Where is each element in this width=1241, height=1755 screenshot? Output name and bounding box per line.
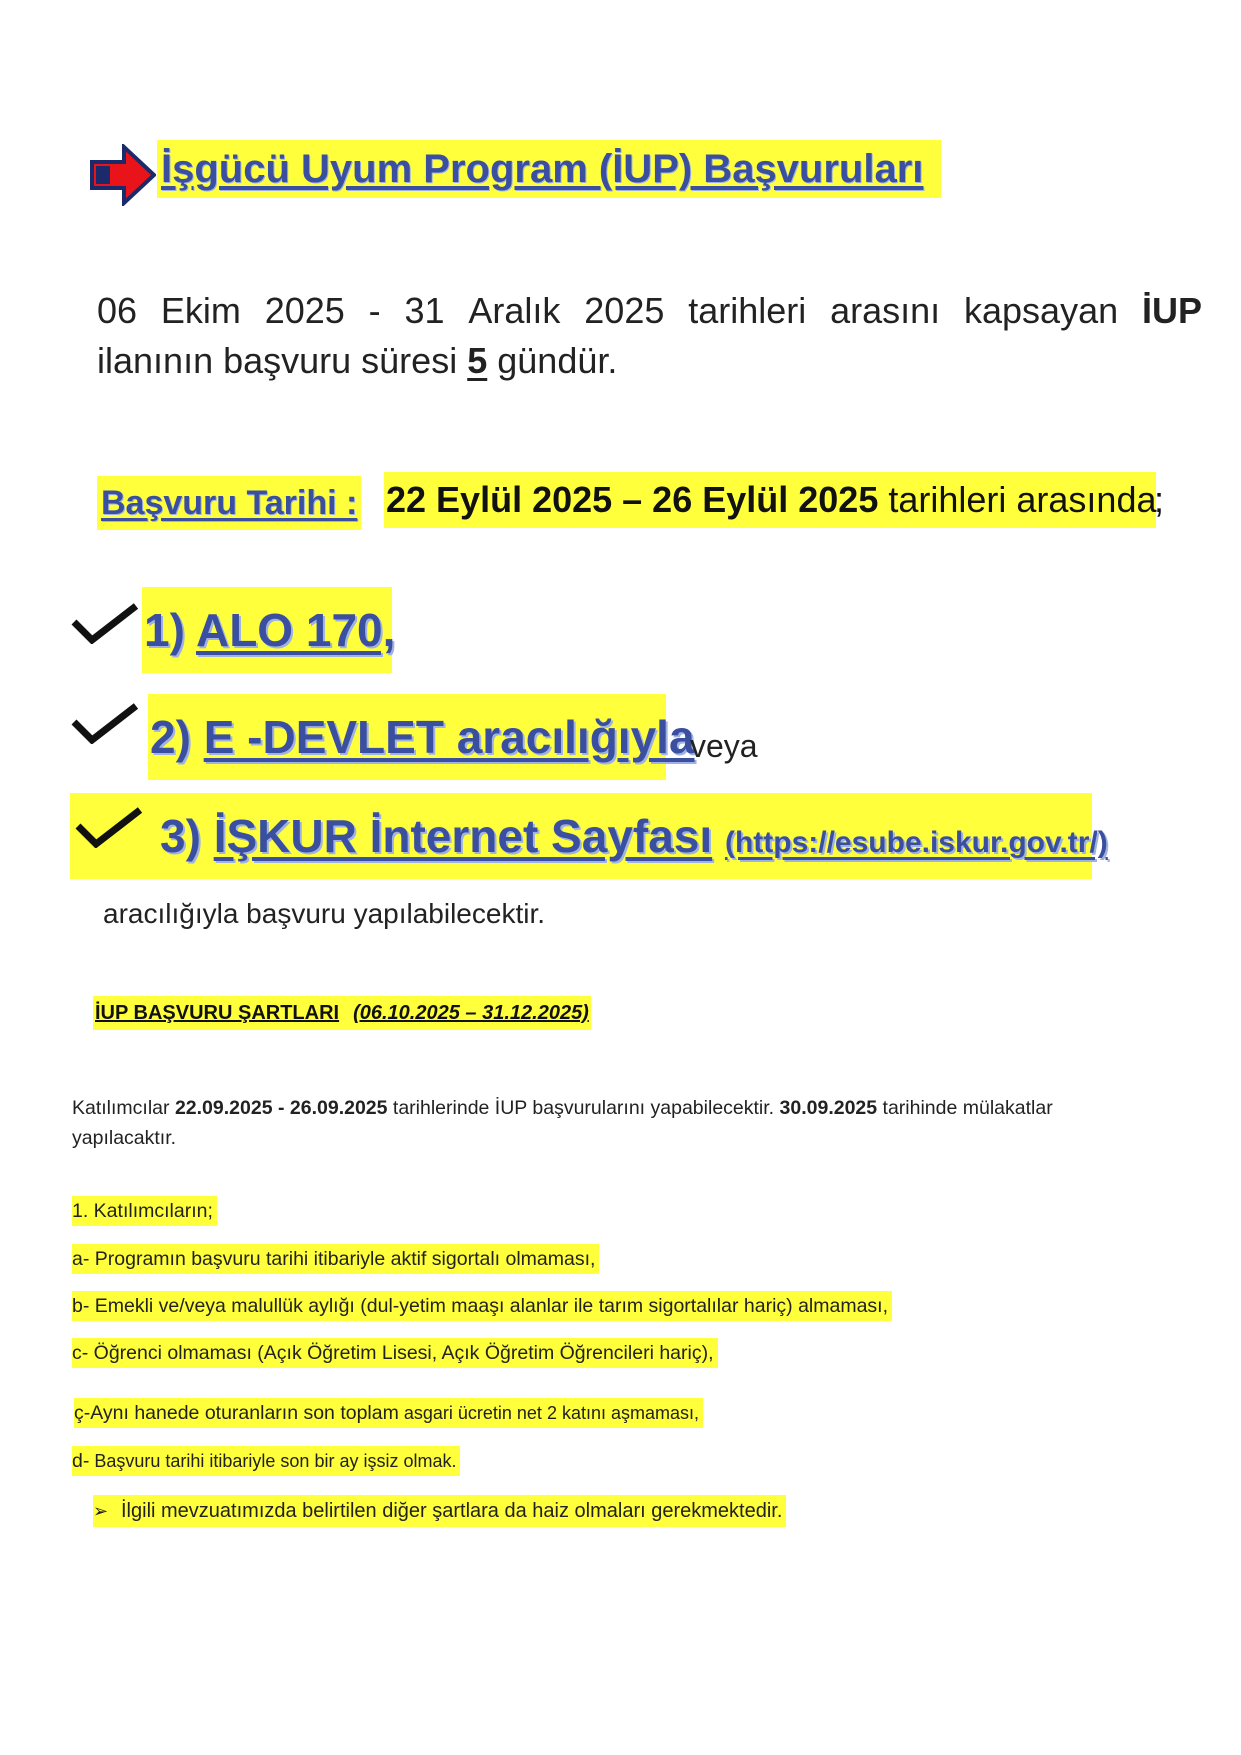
note-dash: -	[272, 1097, 290, 1119]
requirements-heading	[93, 996, 591, 1030]
requirement-text: İlgili mevzuatımızda belirtilen diğer şartlara da haiz olmaları gerekmektedir.	[121, 1500, 783, 1522]
iskur-url-link[interactable]: (https://esube.iskur.gov.tr/)	[724, 826, 1108, 859]
note-text: tarihlerinde İUP başvurularını yapabilecektir.	[387, 1097, 780, 1119]
intro-line-1	[97, 286, 1202, 336]
note-interview-date: 30.09.2025	[779, 1097, 878, 1119]
requirement-c-cedilla	[74, 1398, 703, 1428]
checkmark-icon	[70, 700, 140, 744]
intro-word: tarihleri	[688, 290, 807, 331]
requirements-heading-label: İUP BAŞVURU ŞARTLARI	[95, 1002, 340, 1024]
intro-word: 31	[404, 290, 445, 331]
channel-e-devlet	[148, 694, 695, 780]
application-date-range: 22 Eylül 2025 – 26 Eylül 2025	[386, 479, 879, 520]
intro-word: 06	[97, 290, 138, 331]
channel-number: 3)	[160, 810, 201, 862]
right-arrow-icon	[90, 144, 156, 206]
note-date-start: 22.09.2025	[174, 1097, 273, 1119]
requirement-text: ç-Aynı hanede oturanların son toplam	[74, 1402, 399, 1424]
channel-label: ALO 170,	[195, 604, 396, 656]
intro-word: 2025	[584, 290, 665, 331]
intro-word: kapsayan	[964, 290, 1119, 331]
channel-label: İŞKUR İnternet Sayfası	[213, 810, 713, 862]
requirement-final	[93, 1495, 786, 1527]
application-date-label: Başvuru Tarihi :	[97, 476, 361, 530]
requirement-b: b- Emekli ve/veya malullük aylığı (dul-yetim maaşı alanlar ile tarım sigortalılar hariç) almaması,	[72, 1291, 892, 1321]
intro-text: ilanının başvuru süresi	[97, 340, 458, 381]
intro-program-code: İUP	[1141, 290, 1202, 331]
channel-connector: veya	[690, 728, 758, 764]
application-date-suffix: tarihleri arasında	[878, 479, 1157, 520]
channel-label: E -DEVLET aracılığıyla	[203, 711, 695, 763]
requirement-text: Başvuru tarihi itibariyle son bir ay işsiz olmak.	[89, 1451, 457, 1471]
channel-alo-170	[142, 587, 396, 673]
application-date-value	[384, 472, 1156, 528]
intro-word: arasını	[830, 290, 941, 331]
requirement-c: c- Öğrenci olmaması (Açık Öğretim Lisesi, Açık Öğretim Öğrencileri hariç),	[72, 1338, 718, 1368]
channels-footer-text: aracılığıyla başvuru yapılabilecektir.	[103, 898, 545, 929]
channel-number: 1)	[144, 604, 185, 656]
note-date-end: 26.09.2025	[289, 1097, 388, 1119]
requirement-text: asgari ücretin net 2 katını aşmaması,	[398, 1403, 699, 1423]
intro-word: Aralık	[468, 290, 561, 331]
participants-note	[72, 1093, 1162, 1153]
note-text: Katılımcılar	[72, 1097, 175, 1119]
requirement-text: d-	[72, 1450, 90, 1472]
intro-line-2	[97, 336, 1202, 386]
requirement-intro: 1. Katılımcıların;	[72, 1196, 217, 1226]
intro-word: Ekim	[160, 290, 241, 331]
requirements-heading-dates: (06.10.2025 – 31.12.2025)	[353, 1002, 589, 1024]
requirement-d	[72, 1446, 460, 1476]
channel-iskur-website	[160, 793, 1108, 879]
application-date-punctuation: ;	[1154, 479, 1165, 520]
application-duration-days: 5	[467, 340, 488, 381]
note-text: tarihinde mülakatlar yapılacaktır.	[72, 1097, 1053, 1149]
page-title: İşgücü Uyum Program (İUP) Başvuruları	[157, 140, 941, 198]
requirement-a: a- Programın başvuru tarihi itibariyle aktif sigortalı olmaması,	[72, 1244, 599, 1274]
intro-word: 2025	[264, 290, 345, 331]
arrow-bullet-icon: ➢	[93, 1501, 109, 1521]
channel-number: 2)	[150, 711, 191, 763]
checkmark-icon	[70, 600, 140, 644]
checkmark-icon	[74, 804, 144, 848]
intro-text: gündür.	[497, 340, 618, 381]
intro-paragraph	[97, 286, 1202, 386]
intro-word: -	[368, 290, 381, 331]
